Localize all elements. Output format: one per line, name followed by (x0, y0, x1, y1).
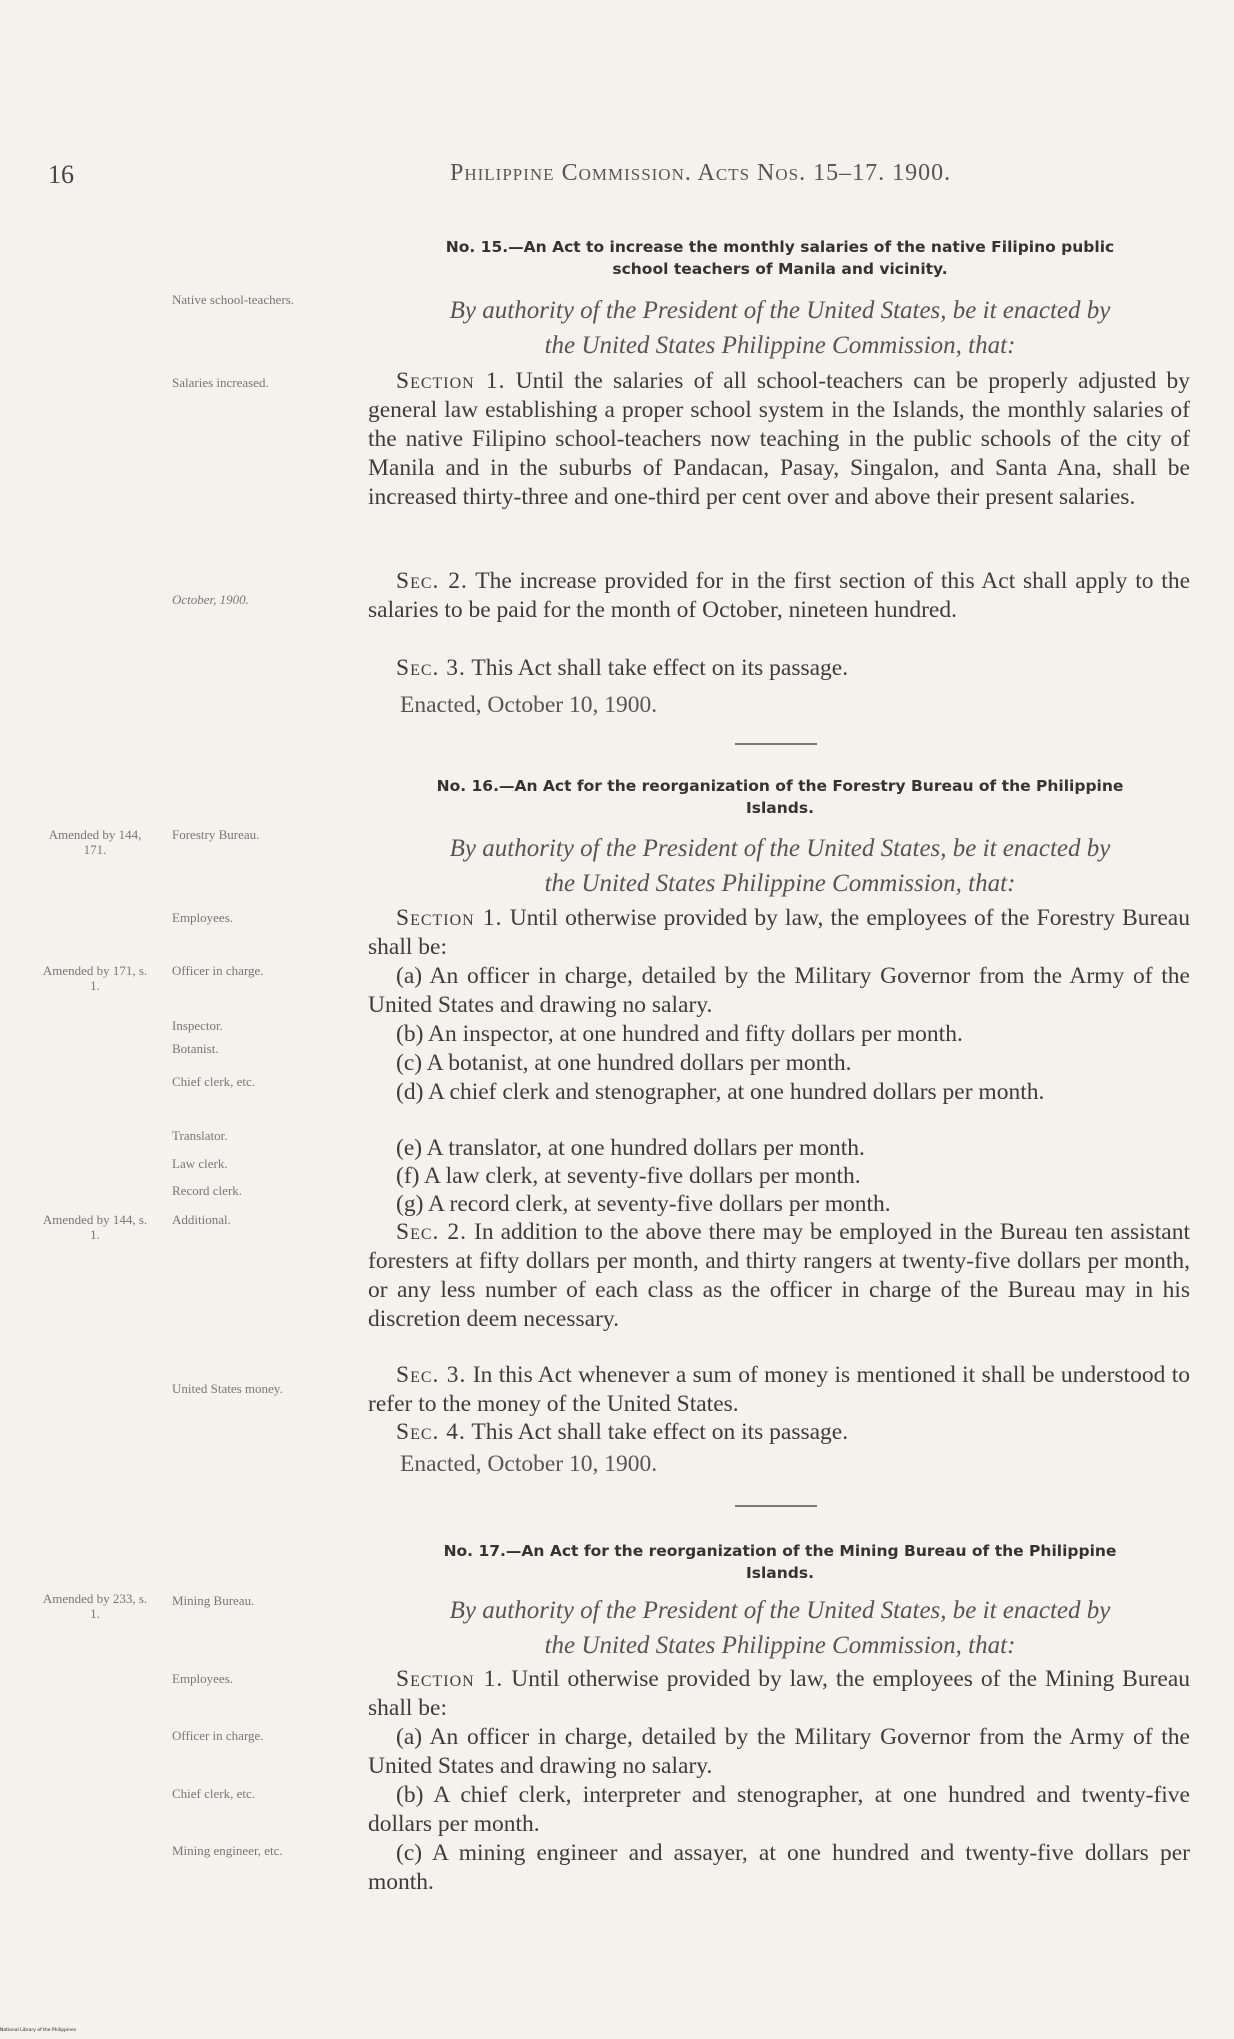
section-text: In this Act whenever a sum of money is mentioned it shall be understood to refer to the money of the United States. (368, 1362, 1191, 1417)
section-lead: Sec. 2. (396, 568, 468, 594)
margin-law-clerk: Law clerk. (172, 1156, 228, 1171)
act-15-section-1 (368, 367, 1190, 512)
act-15-enacted: Enacted, October 10, 1900. (400, 692, 658, 718)
section-lead: Sec. 3. (396, 655, 466, 681)
margin-officer-in-charge: Officer in charge. (172, 963, 264, 978)
margin-officer-in-charge: Officer in charge. (172, 1728, 264, 1743)
act-17-title-line1: No. 17.—An Act for the reorganization of the Mining Bureau of the Philippine (443, 1542, 1117, 1560)
amendment-note: Amended by 233, s. 1. (42, 1591, 148, 1621)
section-text: Until otherwise provided by law, the employees of the Mining Bureau shall be: (368, 1666, 1191, 1721)
section-text: This Act shall take effect on its passage. (471, 1419, 849, 1445)
act-16-section-1 (368, 904, 1190, 962)
margin-record-clerk: Record clerk. (172, 1183, 243, 1198)
enact-line2: the United States Philippine Commission, that: (544, 870, 1016, 897)
act-15-section-2 (368, 567, 1190, 625)
margin-inspector: Inspector. (172, 1018, 223, 1033)
act-17-title-line2: Islands. (745, 1564, 814, 1582)
margin-chief-clerk: Chief clerk, etc. (172, 1074, 256, 1089)
act-16-item-b: (b) An inspector, at one hundred and fifty dollars per month. (396, 1021, 963, 1047)
enact-line2: the United States Philippine Commission, that: (544, 332, 1016, 359)
section-lead: Sec. 2. (396, 1219, 468, 1245)
margin-october: October, 1900. (172, 592, 249, 607)
amendment-note: Amended by 144, 171. (48, 827, 142, 857)
page-number: 16 (48, 160, 74, 189)
amendment-note: Amended by 144, s. 1. (42, 1212, 148, 1242)
enact-line1: By authority of the President of the United States, be it enacted by (449, 1597, 1111, 1624)
act-16-title-line1: No. 16.—An Act for the reorganization of the Forestry Bureau of the Philippine (436, 777, 1124, 795)
running-head: Philippine Commission. Acts Nos. 15–17. 1900. (450, 160, 952, 186)
act-16-item-d: (d) A chief clerk and stenographer, at one hundred dollars per month. (396, 1079, 1045, 1105)
margin-employees: Employees. (172, 910, 234, 925)
section-text: Until the salaries of all school-teachers can be properly adjusted by general law establishing a proper school system in the Islands, the monthly salaries of the native Filipino school-teachers now teaching in the public schools of the city of Manila and in the suburbs of Pandacan, Pasay, Singalon, and Santa Ana, shall be increased thirty-three and one-third per cent over and above their present salaries. (368, 368, 1191, 510)
margin-chief-clerk: Chief clerk, etc. (172, 1786, 256, 1801)
act-16-section-3 (368, 1361, 1190, 1419)
section-lead: Section 1. (396, 905, 503, 931)
act-16-item-c: (c) A botanist, at one hundred dollars per month. (396, 1050, 852, 1076)
act-16-enacting-clause (370, 831, 1190, 901)
act-16-section-4 (368, 1418, 1190, 1447)
act-16-enacted: Enacted, October 10, 1900. (400, 1451, 658, 1477)
section-text: This Act shall take effect on its passage. (471, 655, 849, 681)
enact-line2: the United States Philippine Commission, that: (544, 1632, 1016, 1659)
act-17-item-a: (a) An officer in charge, detailed by the Military Governor from the Army of the United States and drawing no salary. (368, 1724, 1190, 1779)
act-17-enacting-clause (370, 1593, 1190, 1663)
act-17-title (370, 1540, 1190, 1584)
section-text: Until otherwise provided by law, the employees of the Forestry Bureau shall be: (368, 905, 1190, 960)
act-17-item-b: (b) A chief clerk, interpreter and stenographer, at one hundred and twenty-five dollars per month. (368, 1782, 1190, 1837)
act-15-title (370, 236, 1190, 280)
margin-mining-bureau: Mining Bureau. (172, 1593, 255, 1608)
margin-botanist: Botanist. (172, 1041, 219, 1056)
margin-united-states-money: United States money. (172, 1381, 283, 1396)
amendment-note: Amended by 171, s. 1. (42, 963, 148, 993)
margin-forestry-bureau: Forestry Bureau. (172, 827, 260, 842)
margin-employees: Employees. (172, 1671, 234, 1686)
separator-rule (735, 743, 817, 745)
section-lead: Sec. 3. (396, 1362, 467, 1388)
enact-line1: By authority of the President of the United States, be it enacted by (449, 835, 1111, 862)
act-16-item-f: (f) A law clerk, at seventy-five dollars per month. (396, 1163, 861, 1189)
margin-salaries-increased: Salaries increased. (172, 375, 269, 390)
act-17-item-c: (c) A mining engineer and assayer, at one hundred and twenty-five dollars per month. (368, 1840, 1190, 1895)
act-17-section-1 (368, 1665, 1190, 1723)
act-15-enacting-clause (370, 293, 1190, 363)
margin-translator: Translator. (172, 1128, 228, 1143)
act-15-section-3 (368, 654, 1190, 683)
margin-native-teachers: Native school-teachers. (172, 292, 295, 307)
act-16-title-line2: Islands. (745, 799, 814, 817)
scan-footer: National Library of the Philippines (0, 2028, 77, 2033)
margin-mining-engineer: Mining engineer, etc. (172, 1843, 283, 1858)
section-lead: Sec. 4. (396, 1419, 466, 1445)
act-15-title-line2: school teachers of Manila and vicinity. (612, 260, 948, 278)
act-16-item-e: (e) A translator, at one hundred dollars per month. (396, 1135, 865, 1161)
act-16-section-2 (368, 1218, 1190, 1334)
margin-additional: Additional. (172, 1212, 231, 1227)
section-text: The increase provided for in the first section of this Act shall apply to the salaries to be paid for the month of October, nineteen hundred. (368, 568, 1191, 623)
enact-line1: By authority of the President of the United States, be it enacted by (449, 297, 1111, 324)
separator-rule (735, 1505, 817, 1507)
act-15-title-line1: No. 15.—An Act to increase the monthly salaries of the native Filipino public (445, 238, 1115, 256)
section-text: In addition to the above there may be employed in the Bureau ten assistant foresters at fifty dollars per month, and thirty rangers at twenty-five dollars per month, or any less number of each class as the officer in charge of the Bureau may in his discretion deem necessary. (368, 1219, 1191, 1332)
act-16-item-a: (a) An officer in charge, detailed by the Military Governor from the Army of the United States and drawing no salary. (368, 963, 1190, 1018)
section-lead: Section 1. (396, 1666, 504, 1692)
act-16-item-g: (g) A record clerk, at seventy-five dollars per month. (396, 1191, 891, 1217)
act-16-title (370, 775, 1190, 819)
section-lead: Section 1. (396, 368, 506, 394)
